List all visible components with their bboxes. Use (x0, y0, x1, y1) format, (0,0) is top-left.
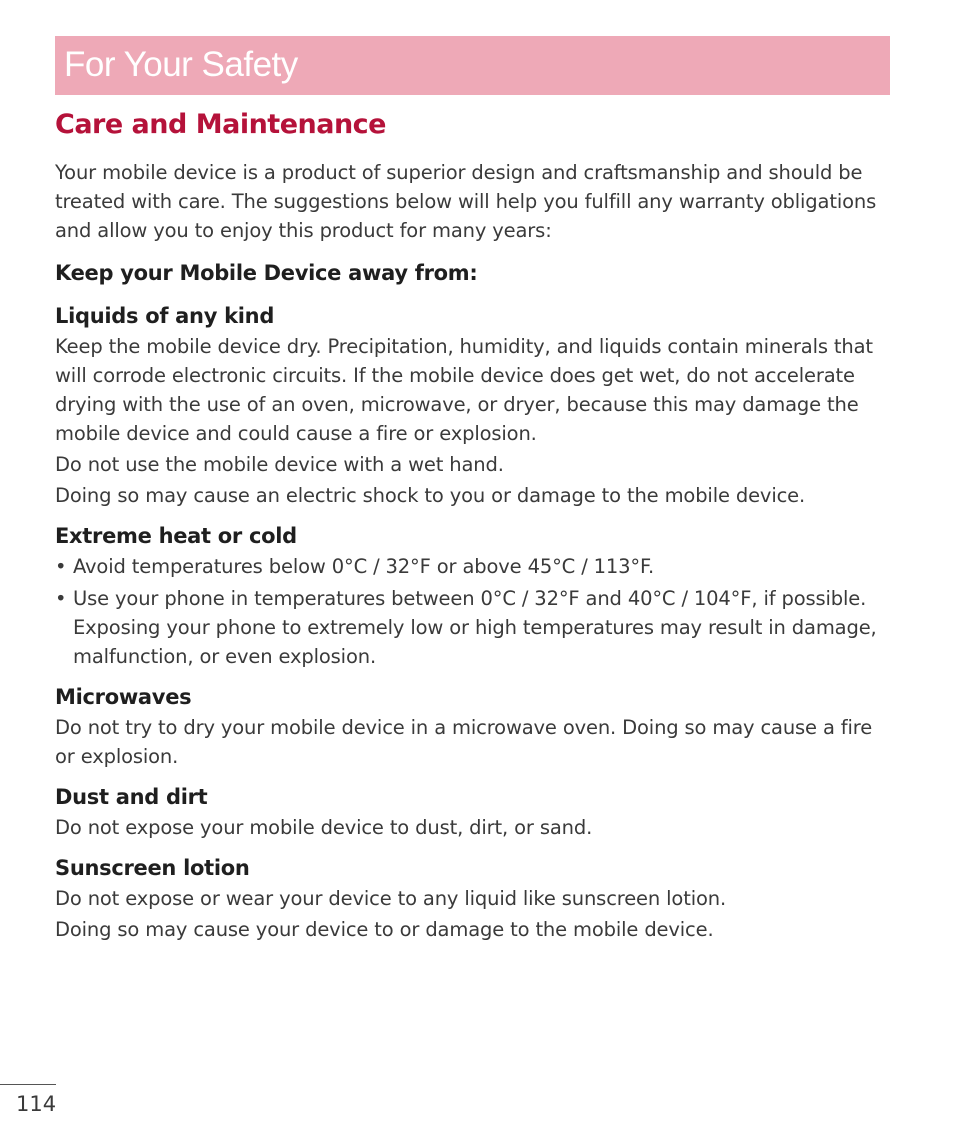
intro-paragraph: Your mobile device is a product of superior design and craftsmanship and should be treated with care. The suggestions below will help you fulfill any warranty obligations and allow you to enjoy this product for many years: (55, 161, 877, 242)
heat-bullet-list (55, 552, 895, 671)
section-title: Care and Maintenance (55, 109, 386, 140)
sunscreen-paragraph: Do not expose or wear your device to any liquid like sunscreen lotion. (55, 887, 727, 910)
dust-paragraph: Do not expose your mobile device to dust, dirt, or sand. (55, 816, 593, 839)
bullet-text: Use your phone in temperatures between 0°C / 32°F and 40°C / 104°F, if possible. Exposing your phone to extremely low or high temperatures may result in damage, malfunction, or even explosion. (73, 587, 877, 668)
chapter-title: For Your Safety (64, 45, 298, 84)
page-content (55, 158, 895, 944)
liquids-paragraph: Keep the mobile device dry. Precipitation, humidity, and liquids contain minerals that will corrode electronic circuits. If the mobile device does get wet, do not accelerate drying with the use of an oven, microwave, or dryer, because this may damage the mobile device and could cause a fire or explosion. (55, 335, 873, 445)
list-item (55, 552, 895, 581)
wet-hand-paragraph: Do not use the mobile device with a wet hand. (55, 453, 504, 476)
heat-heading: Extreme heat or cold (55, 524, 297, 548)
list-item (55, 584, 895, 671)
dust-heading: Dust and dirt (55, 785, 208, 809)
chapter-banner (55, 36, 890, 95)
microwaves-paragraph: Do not try to dry your mobile device in a microwave oven. Doing so may cause a fire or explosion. (55, 716, 873, 768)
bullet-icon: • (55, 555, 67, 578)
footer-rule (0, 1084, 56, 1085)
microwaves-heading: Microwaves (55, 685, 192, 709)
bullet-text: Avoid temperatures below 0°C / 32°F or above 45°C / 113°F. (73, 555, 655, 578)
sunscreen-damage-paragraph: Doing so may cause your device to or damage to the mobile device. (55, 918, 714, 941)
liquids-heading: Liquids of any kind (55, 304, 275, 328)
page-number: 114 (16, 1092, 57, 1116)
keep-away-heading: Keep your Mobile Device away from: (55, 261, 478, 285)
bullet-icon: • (55, 587, 67, 610)
sunscreen-heading: Sunscreen lotion (55, 856, 250, 880)
electric-shock-paragraph: Doing so may cause an electric shock to you or damage to the mobile device. (55, 484, 806, 507)
